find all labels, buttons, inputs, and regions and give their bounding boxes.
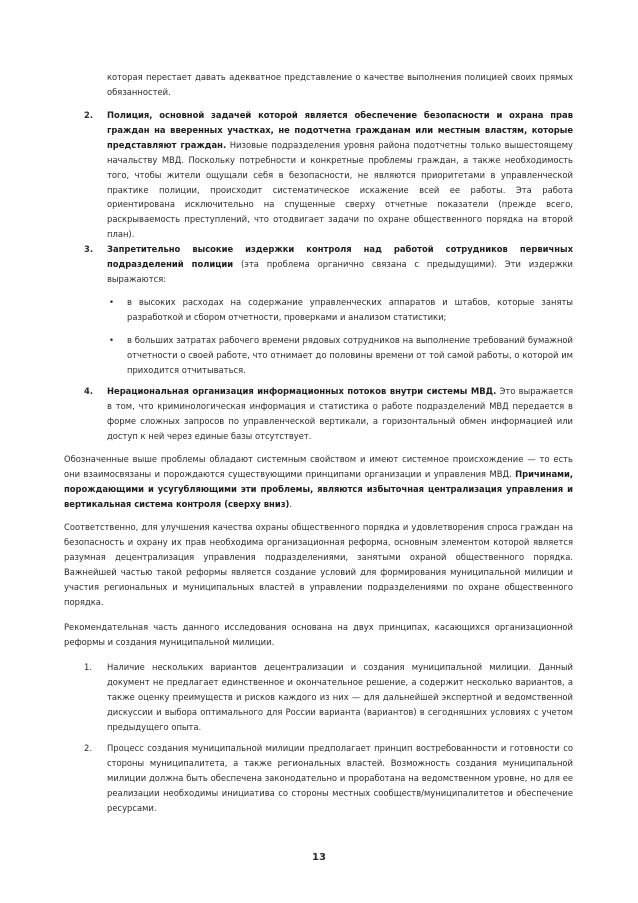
list-number: 3. xyxy=(84,244,94,254)
principle-item-2 xyxy=(84,741,573,816)
bullet-icon: • xyxy=(109,335,114,345)
principle-text: Наличие нескольких вариантов децентрализации и создания муниципальной милиции. Данный документ не предлагает единственное и окончательное решение, а содержит несколько вариантов, а также оценку преимуществ и рисков каждого из них — для дальнейшей экспертной и ведомственной дискуссии и выбора оптимального для России варианта (вариантов) в сегодняшних условиях с учетом предыдущего опыта. xyxy=(107,662,573,732)
list-item-heading: Полиция, основной задачей которой является обеспечение безопасности и охрана прав граждан на вверенных участках, не подотчетна гражданам или местным властям, которые представляют граждан. xyxy=(107,110,573,150)
paragraph-text: Обозначенные выше проблемы обладают системным свойством и имеют системное происхождение — то есть они взаимосвязаны и порождаются существующими принципами организации и управления МВД. xyxy=(64,454,573,479)
paragraph-emphasis: Причинами, порождающими и усугубляющими эти проблемы, являются избыточная централизация управления и вертикальная система контроля (сверху вниз) xyxy=(64,468,573,509)
bullet-text: в больших затратах рабочего времени рядовых сотрудников на выполнение требований бумажной отчетности о своей работе, что отнимает до половины времени от той самой работы, о которой им приходится отчитываться. xyxy=(127,335,573,375)
paragraph-principles-intro: Рекомендательная часть данного исследования основана на двух принципах, касающихся организационной реформы и создания муниципальной милиции. xyxy=(64,622,573,647)
list-item-text: (эта проблема органично связана с предыдущими). Эти издержки выражаются: xyxy=(107,258,574,284)
list-item-text: Это выражается в том, что криминологическая информация и статистика о работе подразделений МВД передается в форме сложных запросов по управленческой вертикали, а горизонтальный обмен информацией или доступ к ней через единые базы отсутствует. xyxy=(107,386,573,441)
list-item-2 xyxy=(84,108,573,242)
list-number: 2. xyxy=(84,743,92,753)
page-number: 13 xyxy=(312,852,326,863)
list-item-body xyxy=(107,242,573,287)
list-item-body xyxy=(107,384,573,444)
paragraph-reform: Соответственно, для улучшения качества охраны общественного порядка и удовлетворения спроса граждан на безопасность и охрану их прав необходима организационная реформа, основным элементом которой является разумная децентрализация управления подразделениями, занятыми охраной общественного порядка. Важнейшей частью такой реформы является создание условий для формирования муниципальной милиции и участия региональных и муниципальных властей в управлении подразделениями по охране общественного порядка. xyxy=(64,522,573,607)
principle-text: Процесс создания муниципальной милиции предполагает принцип востребованности и готовности со стороны муниципалитета, а также региональных властей. Возможность создания муниципальной милиции должна быть обеспечена законодательно и проработана на ведомственном уровне, но для ее реализации необходимы инициатива со стороны местных сообществ/муниципалитетов и обеспечение ресурсами. xyxy=(107,743,573,813)
list-number: 2. xyxy=(84,110,94,120)
list-item-4 xyxy=(84,384,573,444)
paragraph-end: . xyxy=(289,498,293,509)
bullet-item xyxy=(107,333,573,378)
bullet-text: в высоких расходах на содержание управленческих аппаратов и штабов, которые заняты разработкой и сбором отчетности, проверками и анализом статистики; xyxy=(127,297,573,322)
list-number: 1. xyxy=(84,662,92,672)
list-item-3 xyxy=(84,242,573,287)
principle-item-1 xyxy=(84,660,573,735)
paragraph-causes xyxy=(64,452,573,512)
bullet-icon: • xyxy=(109,297,114,307)
list-number: 4. xyxy=(84,386,94,396)
list-item-heading: Нерациональная организация информационных потоков внутри системы МВД. xyxy=(107,386,497,396)
list-item-body xyxy=(107,108,573,242)
bullet-item xyxy=(107,295,573,325)
list-item-heading: Запретительно высокие издержки контроля над работой сотрудников первичных подразделений полиции xyxy=(107,244,573,269)
continuation-paragraph: которая перестает давать адекватное представление о качестве выполнения полицией своих прямых обязанностей. xyxy=(107,72,573,97)
list-item-text: Низовые подразделения уровня района подотчетны только вышестоящему начальству МВД. Поскольку потребности и конкретные проблемы граждан, а также необходимость того, чтобы жители ощущали себя в безопасности, не являются приоритетами в управленческой практике полиции, происходит систематическое искажение всей ее работы. Эта работа ориентирована исключительно на спущенные сверху отчетные показатели (прежде всего, раскрываемость преступлений, что отодвигает задачи по охране общественного порядка на второй план). xyxy=(107,139,573,240)
